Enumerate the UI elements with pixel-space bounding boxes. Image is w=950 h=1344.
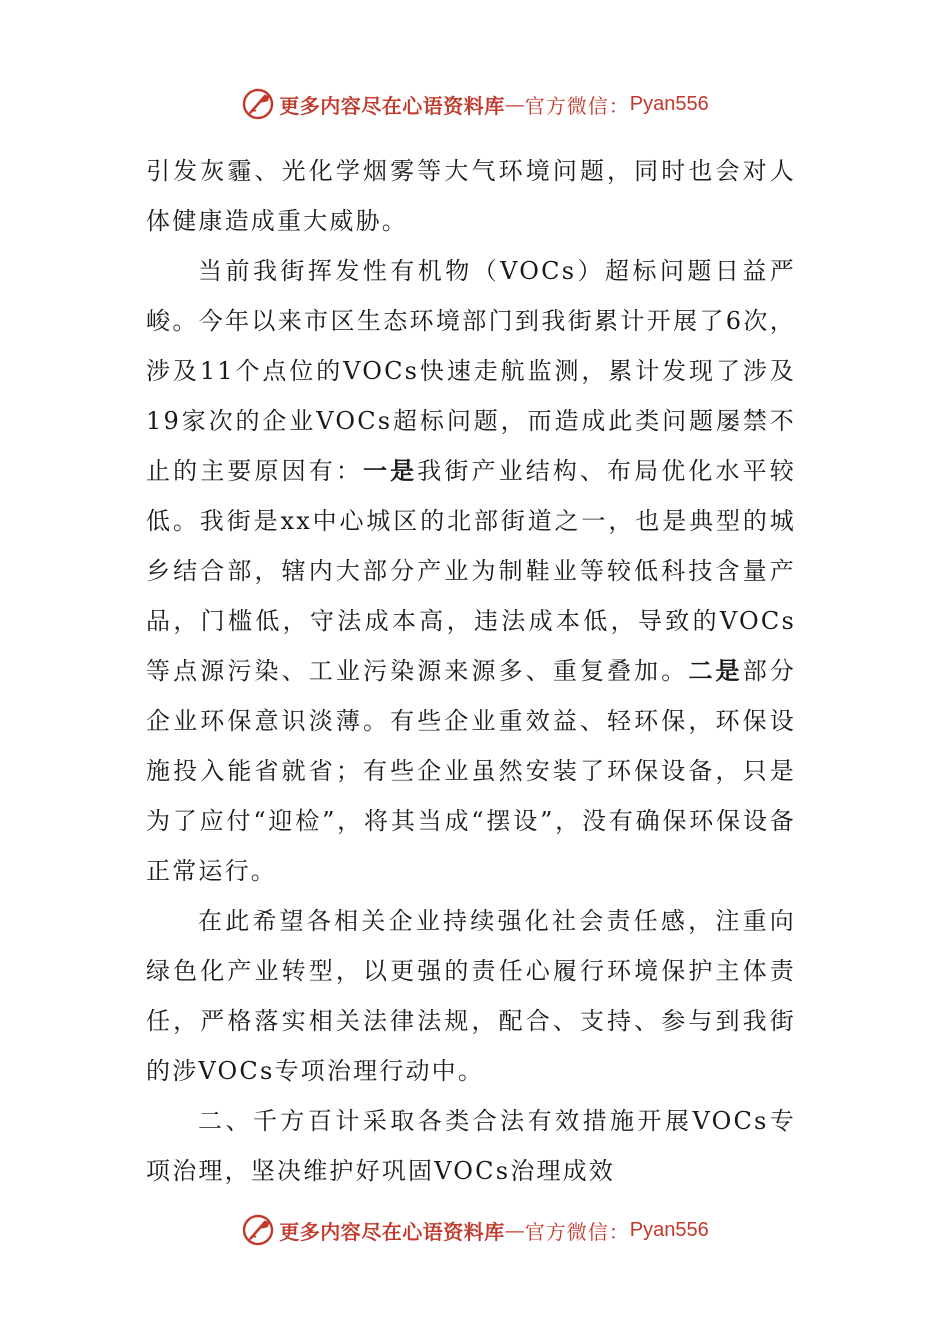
paragraph [146, 1096, 796, 1196]
paragraph [146, 246, 796, 896]
document-body [146, 146, 796, 1196]
quill-seal-icon [241, 87, 275, 121]
paragraph-text: 在此希望各相关企业持续强化社会责任感，注重向绿色化产业转型，以更强的责任心履行环境保护主体责任，严格落实相关法律法规，配合、支持、参与到我街的涉VOCs专项治理行动中。 [146, 907, 796, 1085]
bold-lead-text: 一是 [362, 456, 418, 485]
header-watermark [0, 84, 950, 124]
footer-watermark [0, 1210, 950, 1250]
paragraph-text: 我街产业结构、布局优化水平较低。我街是xx中心城区的北部街道之一，也是典型的城乡结合部，辖内大部分产业为制鞋业等较低科技含量产品，门槛低，守法成本高，违法成本低，导致的VOCs等点源污染、工业污染源来源多、重复叠加。 [146, 457, 796, 685]
paragraph-text: 引发灰霾、光化学烟雾等大气环境问题，同时也会对人体健康造成重大威胁。 [146, 157, 796, 235]
quill-seal-icon [241, 1213, 275, 1247]
watermark-wechat-id: Pyan556 [629, 1218, 709, 1241]
paragraph-text: 二、千方百计采取各类合法有效措施开展VOCs专项治理，坚决维护好巩固VOCs治理成效 [146, 1107, 796, 1185]
watermark-wechat-id: Pyan556 [629, 92, 709, 115]
paragraph [146, 146, 796, 246]
watermark-brand: 更多内容尽在心语资料库 [279, 1219, 505, 1244]
bold-lead-text: 二是 [688, 656, 743, 685]
watermark-label: 官方微信： [524, 1219, 630, 1244]
paragraph-text: 部分企业环保意识淡薄。有些企业重效益、轻环保，环保设施投入能省就省；有些企业虽然安装了环保设备，只是为了应付“迎检”，将其当成“摆设”，没有确保环保设备正常运行。 [146, 657, 797, 885]
watermark-brand: 更多内容尽在心语资料库 [279, 93, 505, 118]
watermark-label: 官方微信： [524, 93, 630, 118]
paragraph [146, 896, 796, 1096]
watermark-separator: — [504, 92, 525, 116]
paragraph-text: 当前我街挥发性有机物（VOCs）超标问题日益严峻。今年以来市区生态环境部门到我街累计开展了6次，涉及11个点位的VOCs快速走航监测，累计发现了涉及19家次的企业VOCs超标问题，而造成此类问题屡禁不止的主要原因有： [146, 257, 796, 485]
watermark-separator: — [504, 1218, 525, 1242]
